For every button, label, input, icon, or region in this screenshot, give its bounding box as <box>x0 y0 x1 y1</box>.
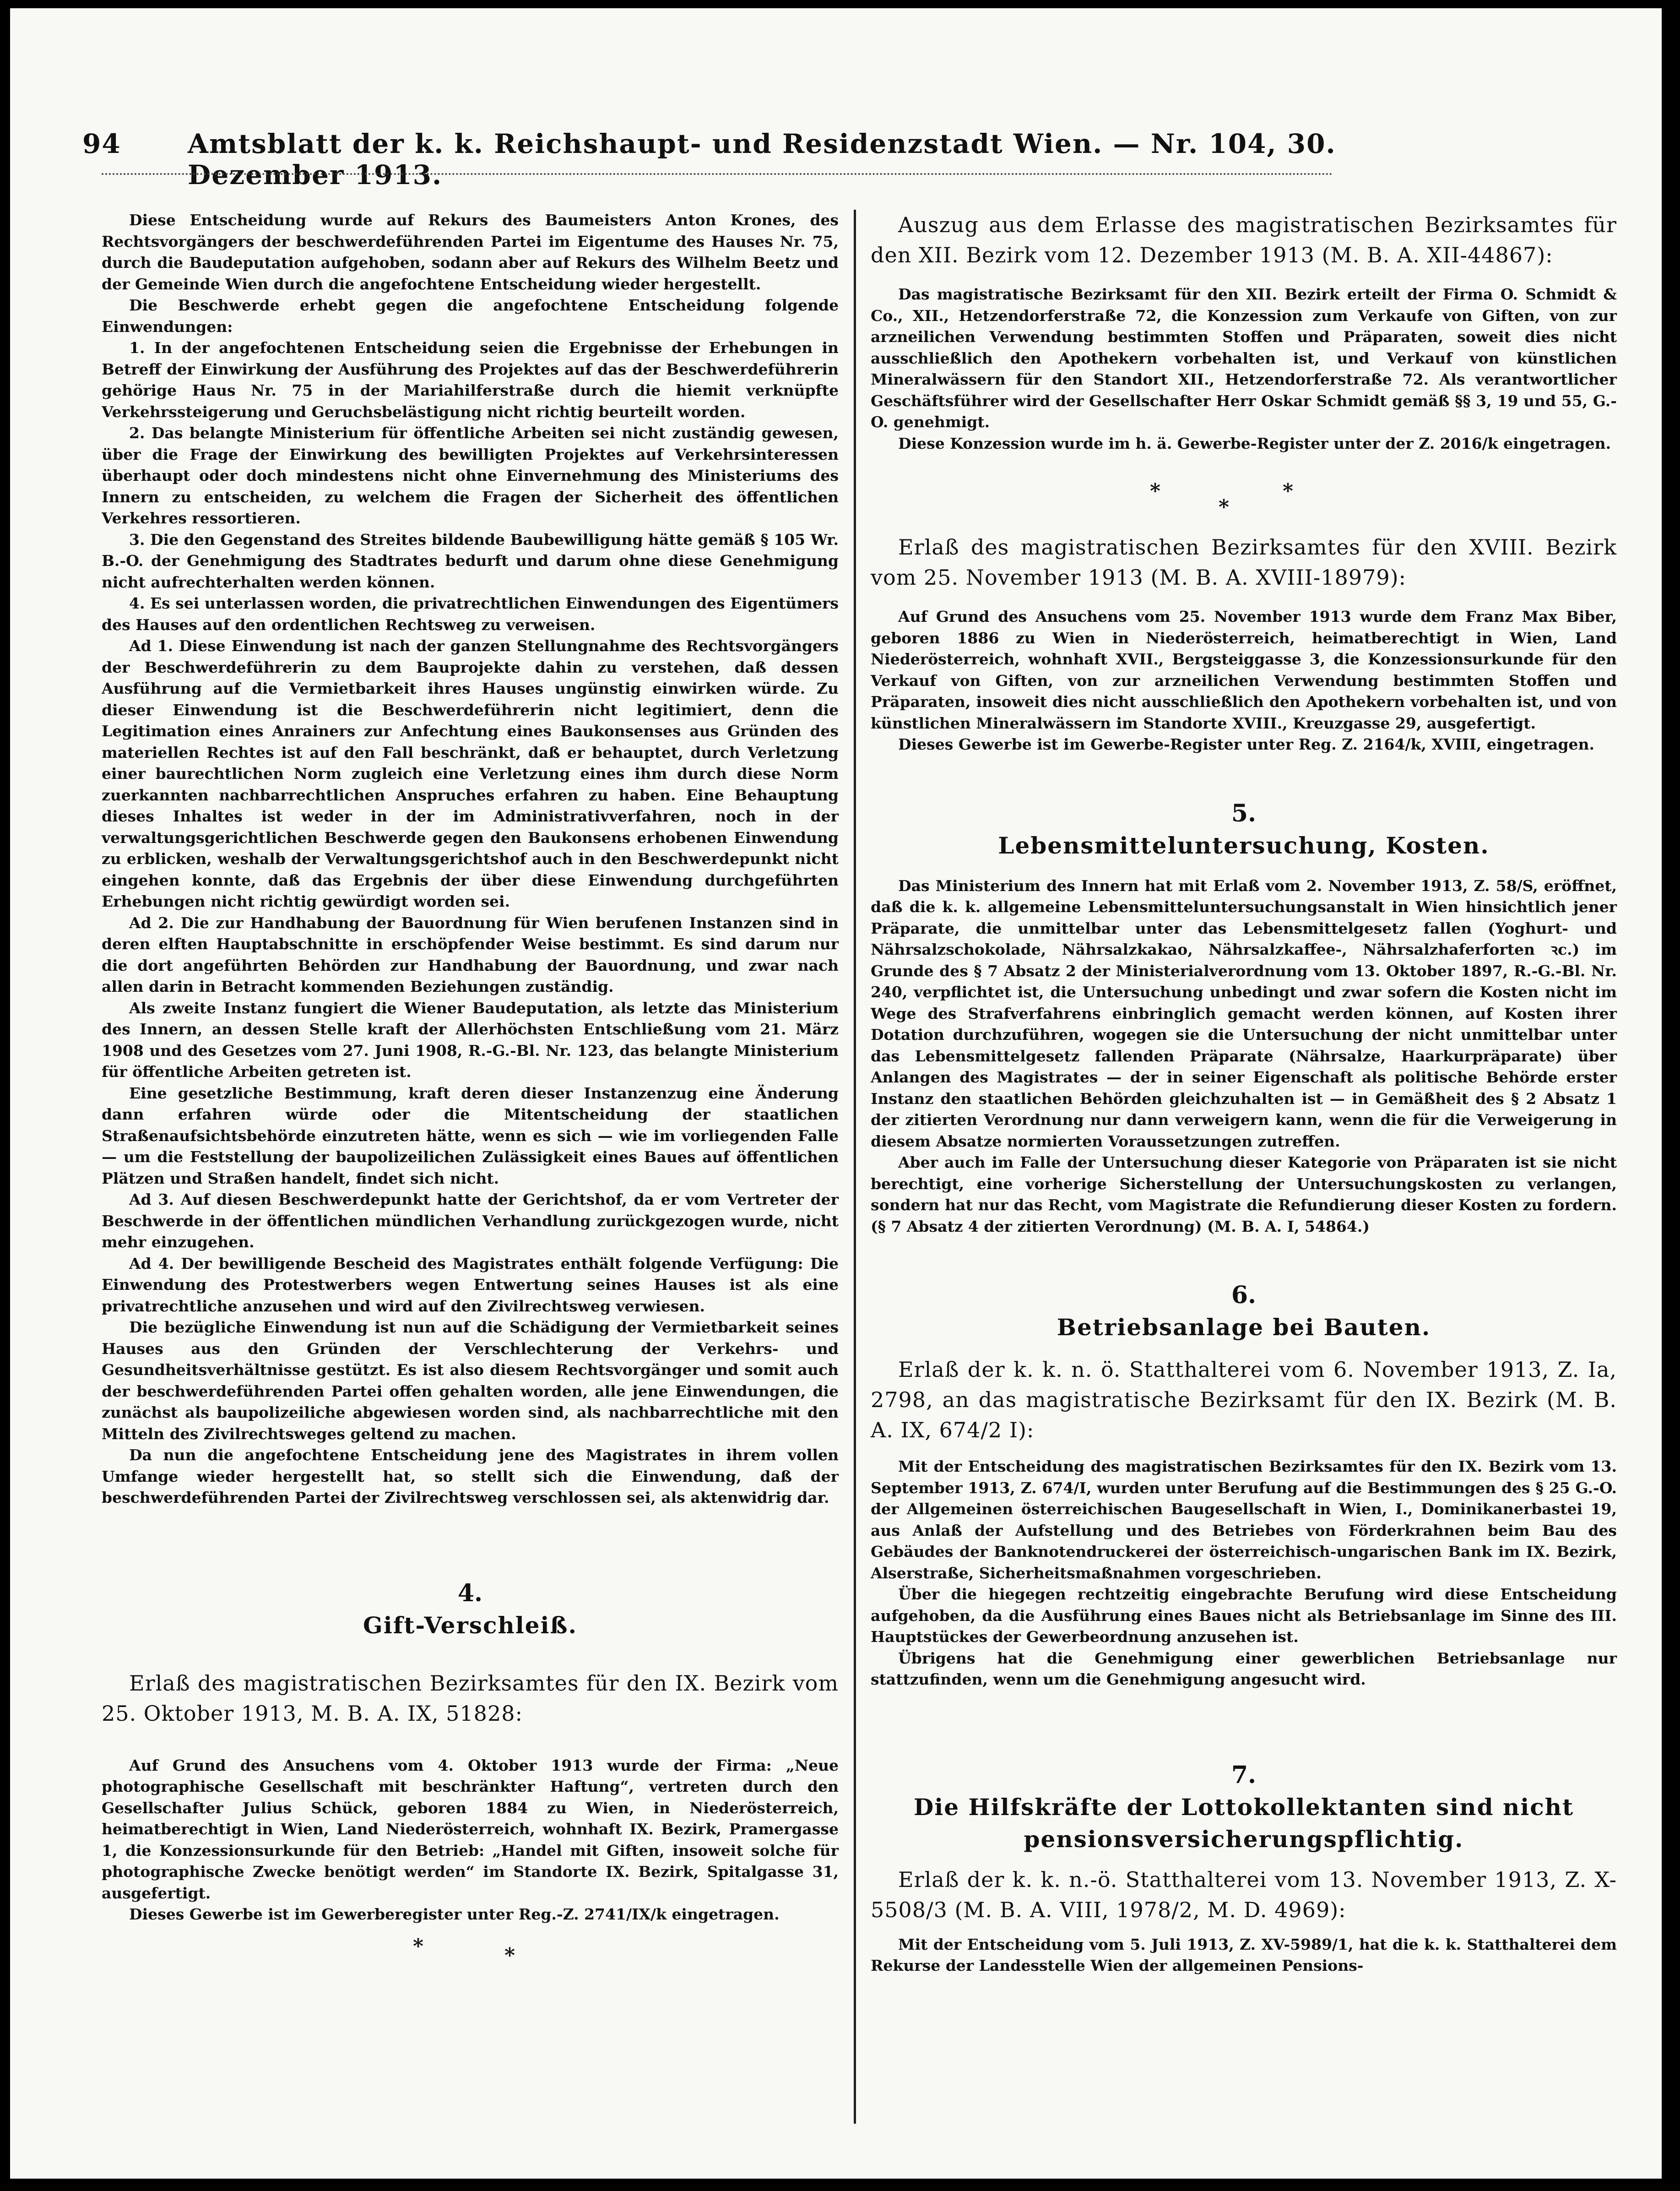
decree-heading: Erlaß des magistratischen Bezirksamtes für den IX. Bezirk vom 25. Oktober 1913, M. B. A. IX, 51828: <box>102 1670 839 1726</box>
paragraph: Eine gesetzliche Bestimmung, kraft deren dieser Instanzenzug eine Änderung dann erfahren würde oder die Mitentscheidung der staatlichen Straßenaufsichtsbehörde einzutreten hätte, wenn es sich — wie im vorliegenden Falle — um die Feststellung der baupolizeilichen Zulässigkeit eines Baues auf öffentlichen Plätzen und Straßen handelt, findet sich nicht. <box>102 1084 839 1187</box>
newspaper-page <box>10 8 1662 2179</box>
paragraph: Die Beschwerde erhebt gegen die angefochtene Entscheidung folgende Einwendungen: <box>102 296 839 336</box>
paragraph: 4. Es sei unterlassen worden, die privatrechtlichen Einwendungen des Eigentümers des Hauses auf den ordentlichen Rechtsweg zu verweisen. <box>102 594 839 634</box>
section-title: Die Hilfskräfte der Lottokollektanten sind nicht <box>913 1793 1574 1821</box>
paragraph: Auf Grund des Ansuchens vom 25. November 1913 wurde dem Franz Max Biber, geboren 1886 zu Wien in Niederösterreich, heimatberechtigt in Wien, Land Niederösterreich, wohnhaft XVII., Bergsteiggasse 3, die Konzessionsurkunde für den Verkauf von Giften, von zur arzneilichen Verwendung bestimmten Stoffen und Präparaten, insoweit dies nicht ausschließlich den Apothekern vorbehalten ist, und von künstlichen Mineralwässern im Standorte XVIII., Kreuzgasse 29, ausgefertigt. <box>871 608 1617 732</box>
star: * <box>1283 479 1294 503</box>
section-number: 4. <box>457 1579 483 1607</box>
paragraph: Da nun die angefochtene Entscheidung jene des Magistrates in ihrem vollen Umfange wieder hergestellt hat, so stellt sich die Einwendung, daß der beschwerdeführenden Partei der Zivilrechtsweg verschlossen sei, als aktenwidrig dar. <box>102 1446 839 1506</box>
decree-heading: Erlaß der k. k. n. ö. Statthalterei vom 6. November 1913, Z. Ia, 2798, an das magistratische Bezirksamt für den IX. Bezirk (M. B. A. IX, 674/2 I): <box>871 1357 1617 1442</box>
section-number: 5. <box>1231 799 1257 827</box>
decree-heading: Erlaß der k. k. n.-ö. Statthalterei vom 13. November 1913, Z. X-5508/3 (M. B. A. VIII, 1978/2, M. D. 4969): <box>871 1867 1617 1922</box>
star: * <box>413 1934 424 1958</box>
section-title: Lebensmitteluntersuchung, Kosten. <box>998 832 1490 859</box>
column-divider <box>854 210 856 2124</box>
paragraph: Ad 4. Der bewilligende Bescheid des Magistrates enthält folgende Verfügung: Die Einwendung des Protestwerbers wegen Entwertung seines Hauses ist als eine privatrechtliche anzusehen und wird auf den Zivilrechtsweg verwiesen. <box>102 1254 839 1315</box>
section-number: 7. <box>1231 1761 1257 1789</box>
paragraph: Ad 2. Die zur Handhabung der Bauordnung für Wien berufenen Instanzen sind in deren elften Hauptabschnitte in erschöpfender Weise bestimmt. Es sind darum nur die dort angeführten Behörden zur Handhabung der Bauordnung, und zwar nach allen darin in Betracht kommenden Beziehungen zuständig. <box>102 913 839 995</box>
paragraph: Mit der Entscheidung vom 5. Juli 1913, Z. XV-5989/1, hat die k. k. Statthalterei dem Rekurse der Landesstelle Wien der allgemeinen Pensions- <box>871 1935 1617 1974</box>
section-number: 6. <box>1231 1281 1257 1309</box>
paragraph: Auf Grund des Ansuchens vom 4. Oktober 1913 wurde der Firma: „Neue photographische Gesellschaft mit beschränkter Haftung“, vertreten durch den Gesellschafter Julius Schück, geboren 1884 zu Wien, in Niederösterreich, heimatberechtigt in Wien, Land Niederösterreich, wohnhaft IX. Bezirk, Pramergasse 1, die Konzessionsurkunde für den Betrieb: „Handel mit Giften, insoweit solche für photographische Zwecke benötigt werden“ im Standorte IX. Bezirk, Spitalgasse 31, ausgefertigt. <box>102 1756 839 1902</box>
section-title: Gift-Verschleiß. <box>363 1611 577 1639</box>
section-title: pensionsversicherungspflichtig. <box>1024 1825 1464 1853</box>
paragraph: 1. In der angefochtenen Entscheidung seien die Ergebnisse der Erhebungen in Betreff der Einwirkung der Ausführung des Projektes auf das der Beschwerdeführerin gehörige Haus Nr. 75 in der Mariahilferstraße durch die hiemit verknüpfte Verkehrssteigerung und Geruchsbelästigung nicht richtig beurteilt worden. <box>102 339 839 421</box>
star: * <box>1150 479 1161 503</box>
paragraph: Ad 3. Auf diesen Beschwerdepunkt hatte der Gerichtshof, da er vom Vertreter der Beschwerde in der öffentlichen mündlichen Verhandlung zurückgezogen wurde, nicht mehr einzugehen. <box>102 1191 839 1251</box>
paragraph: Diese Konzession wurde im h. ä. Gewerbe-Register unter der Z. 2016/k eingetragen. <box>898 434 1611 452</box>
star: * <box>1219 495 1230 519</box>
section-title: Betriebsanlage bei Bauten. <box>1057 1314 1431 1341</box>
separator-stars <box>102 1925 839 1980</box>
page-number: 94 <box>82 128 121 159</box>
paragraph: Übrigens hat die Genehmigung einer gewerblichen Betriebsanlage nur stattzufinden, wenn um die Genehmigung angesucht wird. <box>871 1649 1617 1688</box>
star: * <box>504 1943 515 1967</box>
paragraph: Dieses Gewerbe ist im Gewerbe-Register unter Reg. Z. 2164/k, XVIII, eingetragen. <box>898 735 1595 753</box>
paragraph: Ad 1. Diese Einwendung ist nach der ganzen Stellungnahme des Rechtsvorgängers der Beschwerdeführerin zu dem Bauprojekte dahin zu verstehen, daß dessen Ausführung auf die Vermietbarkeit ihres Hauses ungünstig einwirken würde. Zu dieser Einwendung ist die Beschwerdeführerin nicht legitimiert, denn die Legitimation eines Anrainers zur Anfechtung eines Baukonsenses aus Gründen des materiellen Rechtes ist auf den Fall beschränkt, daß er behauptet, durch Verletzung einer baurechtlichen Norm zugleich eine Verletzung eines ihm durch diese Norm zuerkannten nachbarrechtlichen Anspruches erfahren zu haben. Eine Behauptung dieses Inhaltes ist weder in der im Administrativverfahren, noch in der verwaltungsgerichtlichen Beschwerde gegen den Baukonsens erhobenen Einwendung zu erblicken, weshalb der Verwaltungsgerichtshof auch in den Beschwerdepunkt nicht eingehen konnte, daß das Ergebnis der über diese Einwendung durchgeführten Erhebungen nicht richtig gewürdigt worden sei. <box>102 637 839 910</box>
paragraph: Aber auch im Falle der Untersuchung dieser Kategorie von Präparaten ist sie nicht berechtigt, eine vorherige Sicherstellung der Untersuchungskosten zu verlangen, sondern hat nur das Recht, vom Magistrate die Refundierung dieser Kosten zu fordern. (§ 7 Absatz 4 der zitierten Verordnung) (M. B. A. I, 54864.) <box>871 1153 1617 1235</box>
paragraph: Mit der Entscheidung des magistratischen Bezirksamtes für den IX. Bezirk vom 13. September 1913, Z. 674/I, wurden unter Berufung auf die Bestimmungen des § 25 G.-O. der Allgemeinen österreichischen Baugesellschaft in Wien, I., Dominikanerbastei 19, aus Anlaß der Aufstellung und des Betriebes von Förderkrahnen beim Bau des Gebäudes der Banknotendruckerei der österreichisch-ungarischen Bank im IX. Bezirk, Alserstraße, Sicherheitsmaßnahmen vorgeschrieben. <box>871 1457 1617 1582</box>
paragraph: Als zweite Instanz fungiert die Wiener Baudeputation, als letzte das Ministerium des Innern, an dessen Stelle kraft der Allerhöchsten Entschließung vom 21. März 1908 und des Gesetzes vom 27. Juni 1908, R.-G.-Bl. Nr. 123, das belangte Ministerium für öffentliche Arbeiten getreten ist. <box>102 999 839 1081</box>
paragraph: Das magistratische Bezirksamt für den XII. Bezirk erteilt der Firma O. Schmidt & Co., XII., Hetzendorferstraße 72, die Konzession zum Verkaufe von Giften, von zur arzneilichen Verwendung bestimmten Stoffen und Präparaten, soweit dies nicht ausschließlich den Apothekern vorbehalten ist, und Verkauf von künstlichen Mineralwässern für den Standort XII., Hetzendorferstraße 72. Als verantwortlicher Geschäftsführer wird der Gesellschafter Herr Oskar Schmidt gemäß §§ 3, 19 und 55, G.-O. genehmigt. <box>871 285 1617 431</box>
header-title: Amtsblatt der k. k. Reichshaupt- und Residenzstadt Wien. — Nr. 104, 30. Dezember 1913. <box>188 128 1336 190</box>
paragraph: Diese Entscheidung wurde auf Rekurs des Baumeisters Anton Krones, des Rechtsvorgängers der beschwerdeführenden Partei im Eigentume des Hauses Nr. 75, durch die Baudeputation aufgehoben, sodann aber auf Rekurs des Wilhelm Beetz und der Gemeinde Wien durch die angefochtene Entscheidung wieder hergestellt. <box>102 211 839 293</box>
paragraph: 3. Die den Gegenstand des Streites bildende Baubewilligung hätte gemäß § 105 Wr. B.-O. der Genehmigung des Stadtrates bedurft und darum ohne diese Genehmigung nicht aufrechterhalten werden können. <box>102 530 839 591</box>
right-column <box>871 210 1617 1977</box>
page-header <box>82 128 1338 190</box>
decree-heading: Auszug aus dem Erlasse des magistratischen Bezirksamtes für den XII. Bezirk vom 12. Dezember 1913 (M. B. A. XII-44867): <box>871 212 1617 267</box>
paragraph: Über die hiegegen rechtzeitig eingebrachte Berufung wird diese Entscheidung aufgehoben, da die Ausführung eines Baues nicht als Betriebsanlage im Sinne des III. Hauptstückes der Gewerbeordnung anzusehen ist. <box>871 1585 1617 1646</box>
decree-heading: Erlaß des magistratischen Bezirksamtes für den XVIII. Bezirk vom 25. November 1913 (M. B. A. XVIII-18979): <box>871 535 1617 590</box>
paragraph: Die bezügliche Einwendung ist nun auf die Schädigung der Vermietbarkeit seines Hauses aus den Gründen der Verschlechterung der Verkehrs- und Gesundheitsverhältnisse gestützt. Es ist also diesem Rechtsvorgänger und somit auch der beschwerdeführenden Partei offen gehalten worden, alle jene Einwendungen, die zunächst als baupolizeiliche abgewiesen worden sind, als nachbarrechtliche mit den Mitteln des Zivilrechtsweges geltend zu machen. <box>102 1318 839 1443</box>
separator-stars <box>871 454 1617 532</box>
left-column <box>102 210 839 1980</box>
paragraph: 2. Das belangte Ministerium für öffentliche Arbeiten sei nicht zuständig gewesen, über die Frage der Einwirkung des bewilligten Projektes auf Verkehrsinteressen überhaupt oder doch mindestens nicht ohne Einvernehmung des Ministeriums des Innern zu entscheiden, zu welchem die Fragen der Sicherheit des öffentlichen Verkehres ressortieren. <box>102 424 839 527</box>
paragraph: Das Ministerium des Innern hat mit Erlaß vom 2. November 1913, Z. 58/S, eröffnet, daß die k. k. allgemeine Lebensmitteluntersuchungsanstalt in Wien hinsichtlich jener Präparate, die unmittelbar unter das Lebensmittelgesetz fallen (Yoghurt- und Nährsalzschokolade, Nährsalzkakao, Nährsalzkaffee-, Nährsalzhaferforten ꝛc.) im Grunde des § 7 Absatz 2 der Ministerialverordnung vom 13. Oktober 1897, R.-G.-Bl. Nr. 240, verpflichtet ist, die Untersuchung unbedingt und zwar sofern die Kosten nicht im Wege des Strafverfahrens einbringlich gemacht werden können, auf Kosten ihrer Dotation durchzuführen, wogegen sie die Untersuchung der nicht unmittelbar unter das Lebensmittelgesetz fallenden Präparate (Nährsalze, Haarkurpräparate) über Anlangen des Magistrates — der in seiner Eigenschaft als politische Behörde erster Instanz den staatlichen Behörden gleichzuhalten ist — in Gemäßheit des § 2 Absatz 1 der zitierten Verordnung nur dann verweigern kann, wenn die für die Verweigerung in diesem Absatze normierten Voraussetzungen zutreffen. <box>871 876 1617 1150</box>
header-rule <box>102 173 1333 179</box>
paragraph: Dieses Gewerbe ist im Gewerberegister unter Reg.-Z. 2741/IX/k eingetragen. <box>129 1905 780 1923</box>
